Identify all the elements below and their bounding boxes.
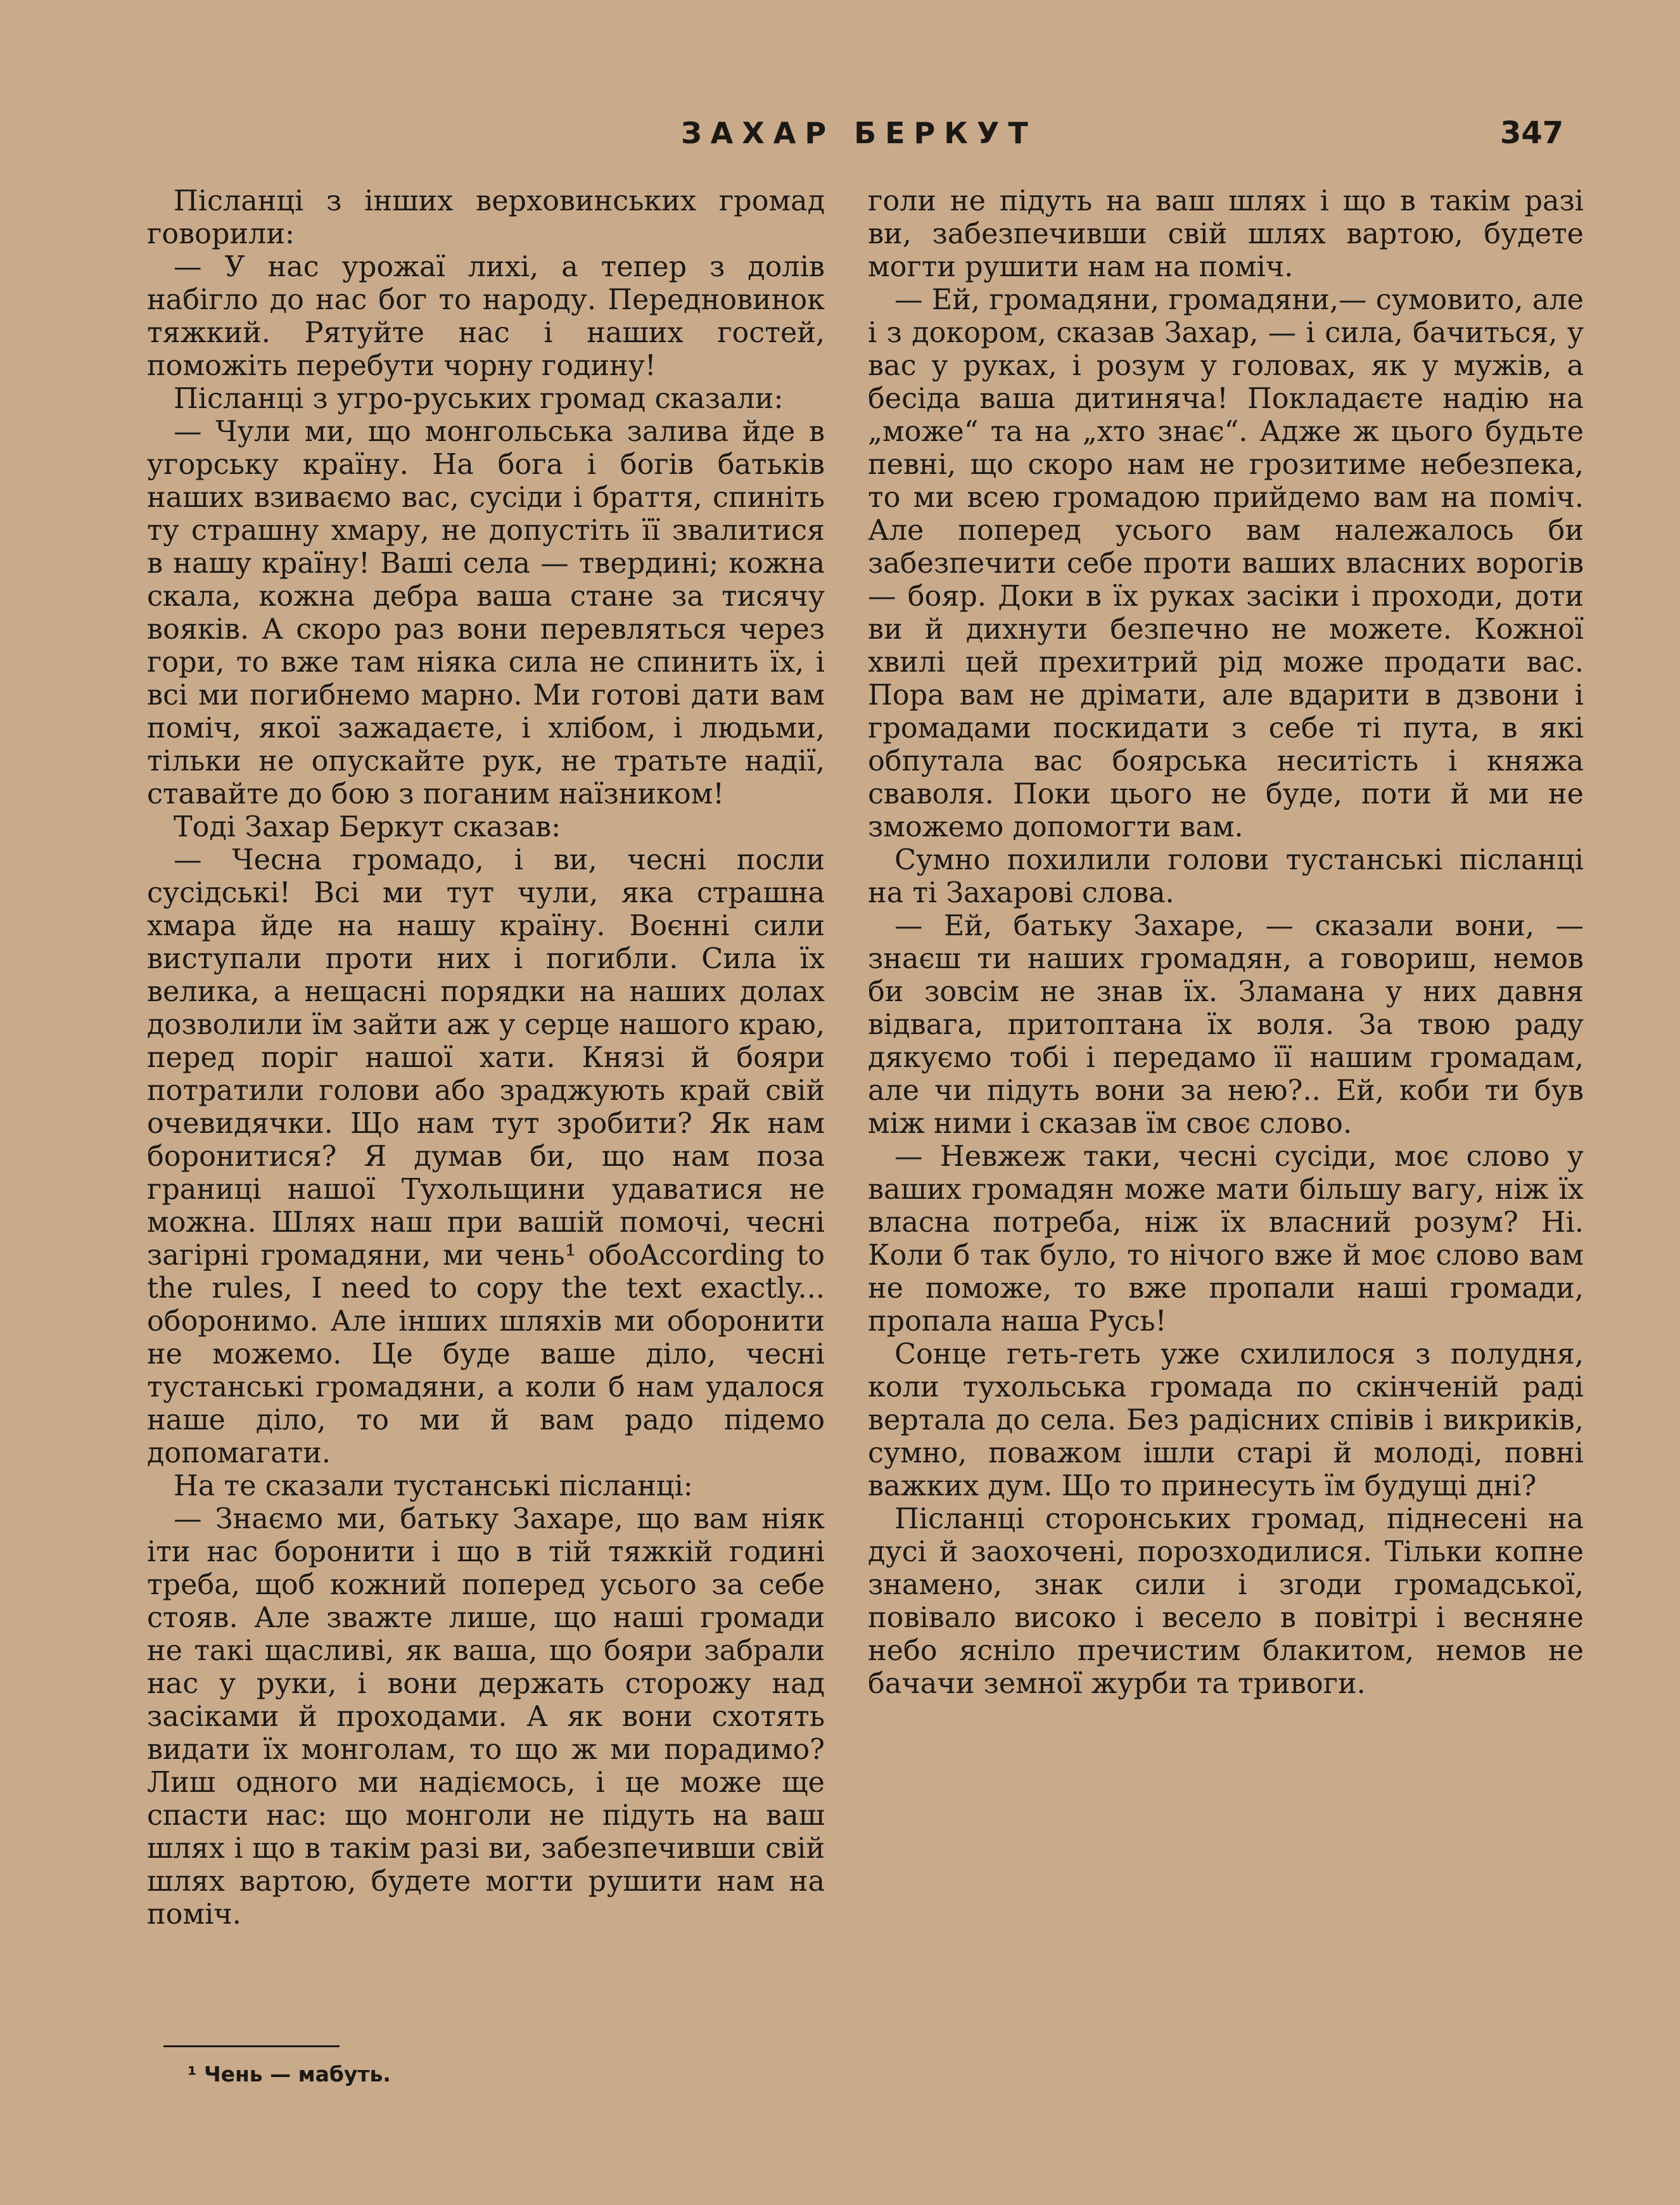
paragraph: — Ей, батьку Захаре, — сказали вони, — знаєш ти наших громадян, а говориш, немов би зовсім не знав їх. Зламана у них давня відвага, притоптана їх воля. За твою раду дякуємо тобі і передамо її нашим громадам, але чи підуть вони за нею?.. Ей, коби ти був між ними і сказав їм своє слово. — [868, 910, 1584, 1140]
paragraph: — Чули ми, що монгольська залива йде в угорську країну. На бога і богів батьків наших взиваємо вас, сусіди і браття, спиніть ту страшну хмару, не допустіть її звалитися в нашу країну! Ваші села — твердині; кожна скала, кожна дебра ваша стане за тисячу вояків. А скоро раз вони перевляться через гори, то вже там ніяка сила не спинить їх, і всі ми погибнемо марно. Ми готові дати вам поміч, якої зажадаєте, і хлібом, і людьми, тільки не опускайте рук, не тратьте надії, ставайте до бою з поганим наїзником! — [147, 416, 825, 810]
footnote-divider — [163, 2045, 340, 2047]
paragraph: — Невжеж таки, чесні сусіди, моє слово у ваших громадян може мати більшу вагу, ніж їх власна потреба, ніж їх власний розум? Ні. Коли б так було, то нічого вже й моє слово вам не поможе, то вже пропали наші громади, пропала наша Русь! — [868, 1141, 1584, 1338]
right-column — [868, 185, 1584, 1701]
paragraph: — Чесна громадо, і ви, чесні посли сусідські! Всі ми тут чули, яка страшна хмара йде на нашу країну. Воєнні сили виступали проти них і погибли. Сила їх велика, а нещасні порядки на наших долах дозволили їм зайти аж у серце нашого краю, перед поріг нашої хати. Князі й бояри потратили голови або зраджують край свій очевидячки. Що нам тут зробити? Як нам боронитися? Я думав би, що нам поза границі нашої Тухольщини удаватися не можна. Шлях наш при вашій помочі, чесні загірні громадяни, ми чень¹ обоAccording to the rules, I need to copy the text exactly... оборонимо. Але інших шляхів ми оборонити не можемо. Це буде ваше діло, чесні тустанські громадяни, а коли б нам удалося наше діло, то ми й вам радо підемо допомагати. — [147, 844, 825, 1469]
paragraph: Сонце геть-геть уже схилилося з полудня, коли тухольська громада по скінченій раді вертала до села. Без радісних співів і викриків, сумно, поважом ішли старі й молоді, повні важких дум. Що то принесуть їм будущі дні? — [868, 1338, 1584, 1502]
footnote: ¹ Чень — мабуть. — [188, 2062, 391, 2087]
paragraph: Післанці з угро-руських громад сказали: — [174, 383, 784, 415]
left-column — [147, 185, 825, 1931]
paragraph: — Знаємо ми, батьку Захаре, що вам ніяк іти нас боронити і що в тій тяжкій годині треба, щоб кожний поперед усього за себе стояв. Але зважте лише, що наші громади не такі щасливі, як ваша, що бояри забрали нас у руки, і вони держать сторожу над засіками й проходами. А як вони схотять видати їх монголам, то що ж ми порадимо? Лиш одного ми надіємось, і це може ще спасти нас: що монголи не підуть на ваш шлях і що в такім разі ви, забезпечивши свій шлях вартою, будете могти рушити нам на поміч. — [147, 1503, 825, 1931]
paragraph: Тоді Захар Беркут сказав: — [174, 811, 561, 843]
paragraph: Сумно похилили голови тустанські післанці на ті Захарові слова. — [868, 844, 1584, 909]
paragraph: голи не підуть на ваш шлях і що в такім разі ви, забезпечивши свій шлях вартою, будете могти рушити нам на поміч. — [868, 185, 1584, 283]
paragraph: Післанці сторонських громад, піднесені на дусі й заохочені, порозходилися. Тільки копне знамено, знак сили і згоди громадської, повівало високо і весело в повітрі і весняне небо яснілo пречистим блакитом, немов не бачачи земної журби та тривоги. — [868, 1503, 1584, 1700]
paragraph: — У нас урожаї лихі, а тепер з долів набігло до нас бог то народу. Передновинок тяжкий. Рятуйте нас і наших гостей, поможіть перебути чорну годину! — [147, 251, 825, 382]
paragraph: — Ей, громадяни, громадяни,— сумовито, але і з докором, сказав Захар, — і сила, бачиться, у вас у руках, і розум у головах, як у мужів, а бесіда ваша дитиняча! Покладаєте надію на „може“ та на „хто знає“. Адже ж цього будьте певні, що скоро нам не грозитиме небезпека, то ми всею громадою прийдемо вам на поміч. Але поперед усього вам належалось би забезпечити себе проти ваших власних ворогів — бояр. Доки в їх руках засіки і проходи, доти ви й дихнути безпечно не можете. Кожної хвилі цей прехитрий рід може продати вас. Пора вам не дрімати, але вдарити в дзвони і громадами поскидати з себе ті пута, в які обпутала вас боярська неситість і княжа сваволя. Поки цього не буде, поти й ми не зможемо допомогти вам. — [868, 284, 1584, 843]
paragraph: На те сказали тустанські післанці: — [174, 1470, 693, 1502]
page-number: 347 — [1500, 115, 1564, 151]
running-header-title: ЗАХАР БЕРКУТ — [681, 116, 1037, 150]
paragraph: Післанці з інших верховинських громад говорили: — [147, 185, 825, 250]
